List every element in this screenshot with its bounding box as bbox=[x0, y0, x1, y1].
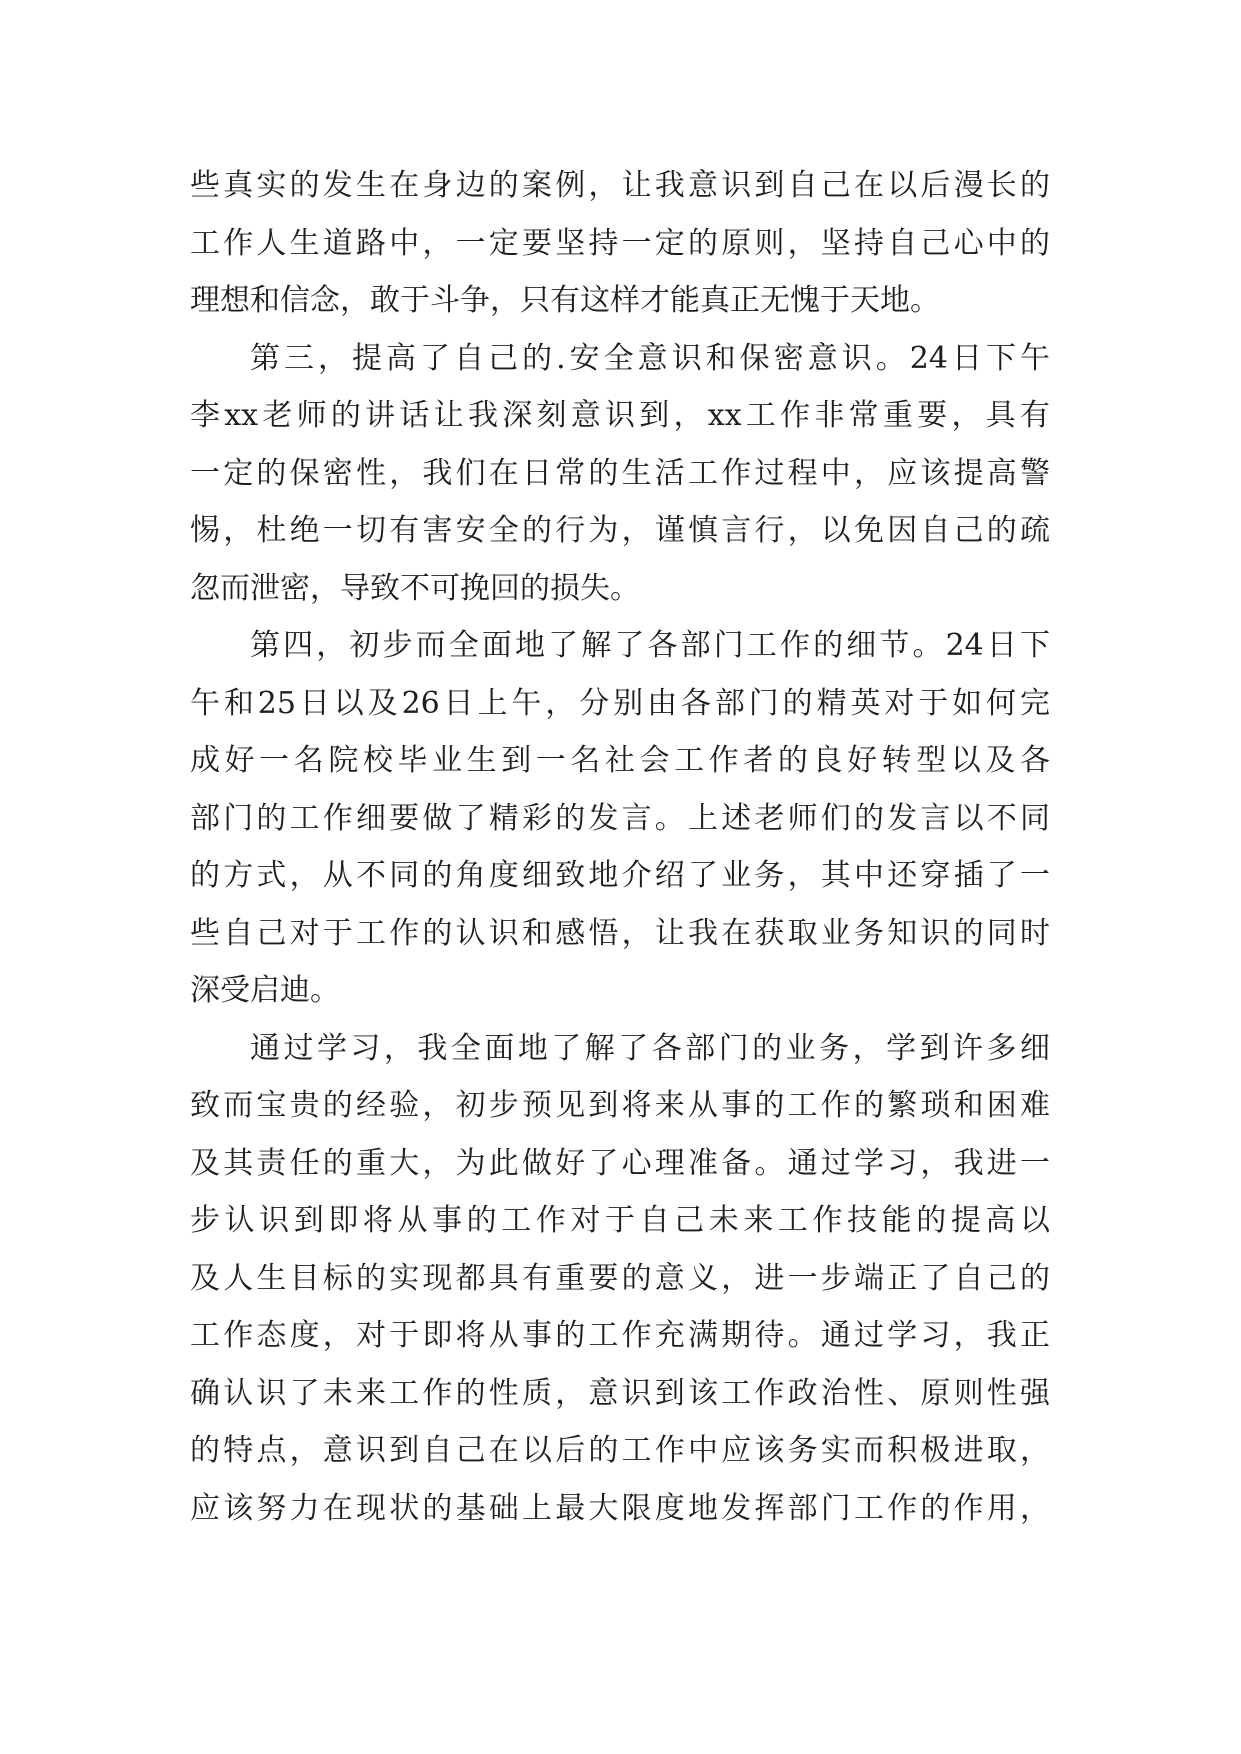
text-line: 致而宝贵的经验，初步预见到将来从事的工作的繁琐和困难 bbox=[190, 1088, 1050, 1123]
text-line: 部门的工作细要做了精彩的发言。上述老师们的发言以不同 bbox=[190, 800, 1050, 836]
paragraph bbox=[190, 1020, 1050, 1538]
text-line: 惕，杜绝一切有害安全的行为，谨慎言行，以免因自己的疏 bbox=[190, 513, 1050, 548]
text-line: 午和25日以及26日上午，分别由各部门的精英对于如何完 bbox=[190, 685, 1050, 721]
paragraph bbox=[190, 330, 1050, 618]
text-line: 确认识了未来工作的性质，意识到该工作政治性、原则性强 bbox=[190, 1375, 1050, 1411]
text-line: 通过学习，我全面地了解了各部门的业务，学到许多细 bbox=[250, 1030, 1050, 1066]
text-line: 理想和信念，敢于斗争，只有这样才能真正无愧于天地。 bbox=[190, 283, 940, 318]
text-line: 步认识到即将从事的工作对于自己未来工作技能的提高以 bbox=[190, 1203, 1050, 1238]
text-line: 的特点，意识到自己在以后的工作中应该务实而积极进取， bbox=[190, 1433, 1050, 1468]
paragraph bbox=[190, 617, 1050, 1020]
text-line: 工作人生道路中，一定要坚持一定的原则，坚持自己心中的 bbox=[190, 225, 1050, 261]
text-line: 应该努力在现状的基础上最大限度地发挥部门工作的作用， bbox=[190, 1490, 1050, 1526]
text-line: 第四，初步而全面地了解了各部门工作的细节。24日下 bbox=[250, 628, 1050, 663]
text-line: 一定的保密性，我们在日常的生活工作过程中，应该提高警 bbox=[190, 455, 1050, 491]
text-line: 的方式，从不同的角度细致地介绍了业务，其中还穿插了一 bbox=[190, 858, 1050, 893]
document-body bbox=[190, 157, 1050, 1537]
text-line: 些真实的发生在身边的案例，让我意识到自己在以后漫长的 bbox=[190, 168, 1050, 203]
text-line: 深受启迪。 bbox=[190, 973, 340, 1008]
text-line: 成好一名院校毕业生到一名社会工作者的良好转型以及各 bbox=[190, 743, 1050, 778]
text-line: 及其责任的重大，为此做好了心理准备。通过学习，我进一 bbox=[190, 1145, 1050, 1181]
paragraph bbox=[190, 157, 1050, 330]
text-line: 忽而泄密，导致不可挽回的损失。 bbox=[190, 570, 640, 606]
text-line: 第三，提高了自己的.安全意识和保密意识。24日下午 bbox=[250, 340, 1050, 376]
text-line: 李xx老师的讲话让我深刻意识到，xx工作非常重要，具有 bbox=[190, 398, 1050, 433]
text-line: 些自己对于工作的认识和感悟，让我在获取业务知识的同时 bbox=[190, 915, 1050, 951]
text-line: 及人生目标的实现都具有重要的意义，进一步端正了自己的 bbox=[190, 1260, 1050, 1296]
text-line: 工作态度，对于即将从事的工作充满期待。通过学习，我正 bbox=[190, 1318, 1050, 1353]
